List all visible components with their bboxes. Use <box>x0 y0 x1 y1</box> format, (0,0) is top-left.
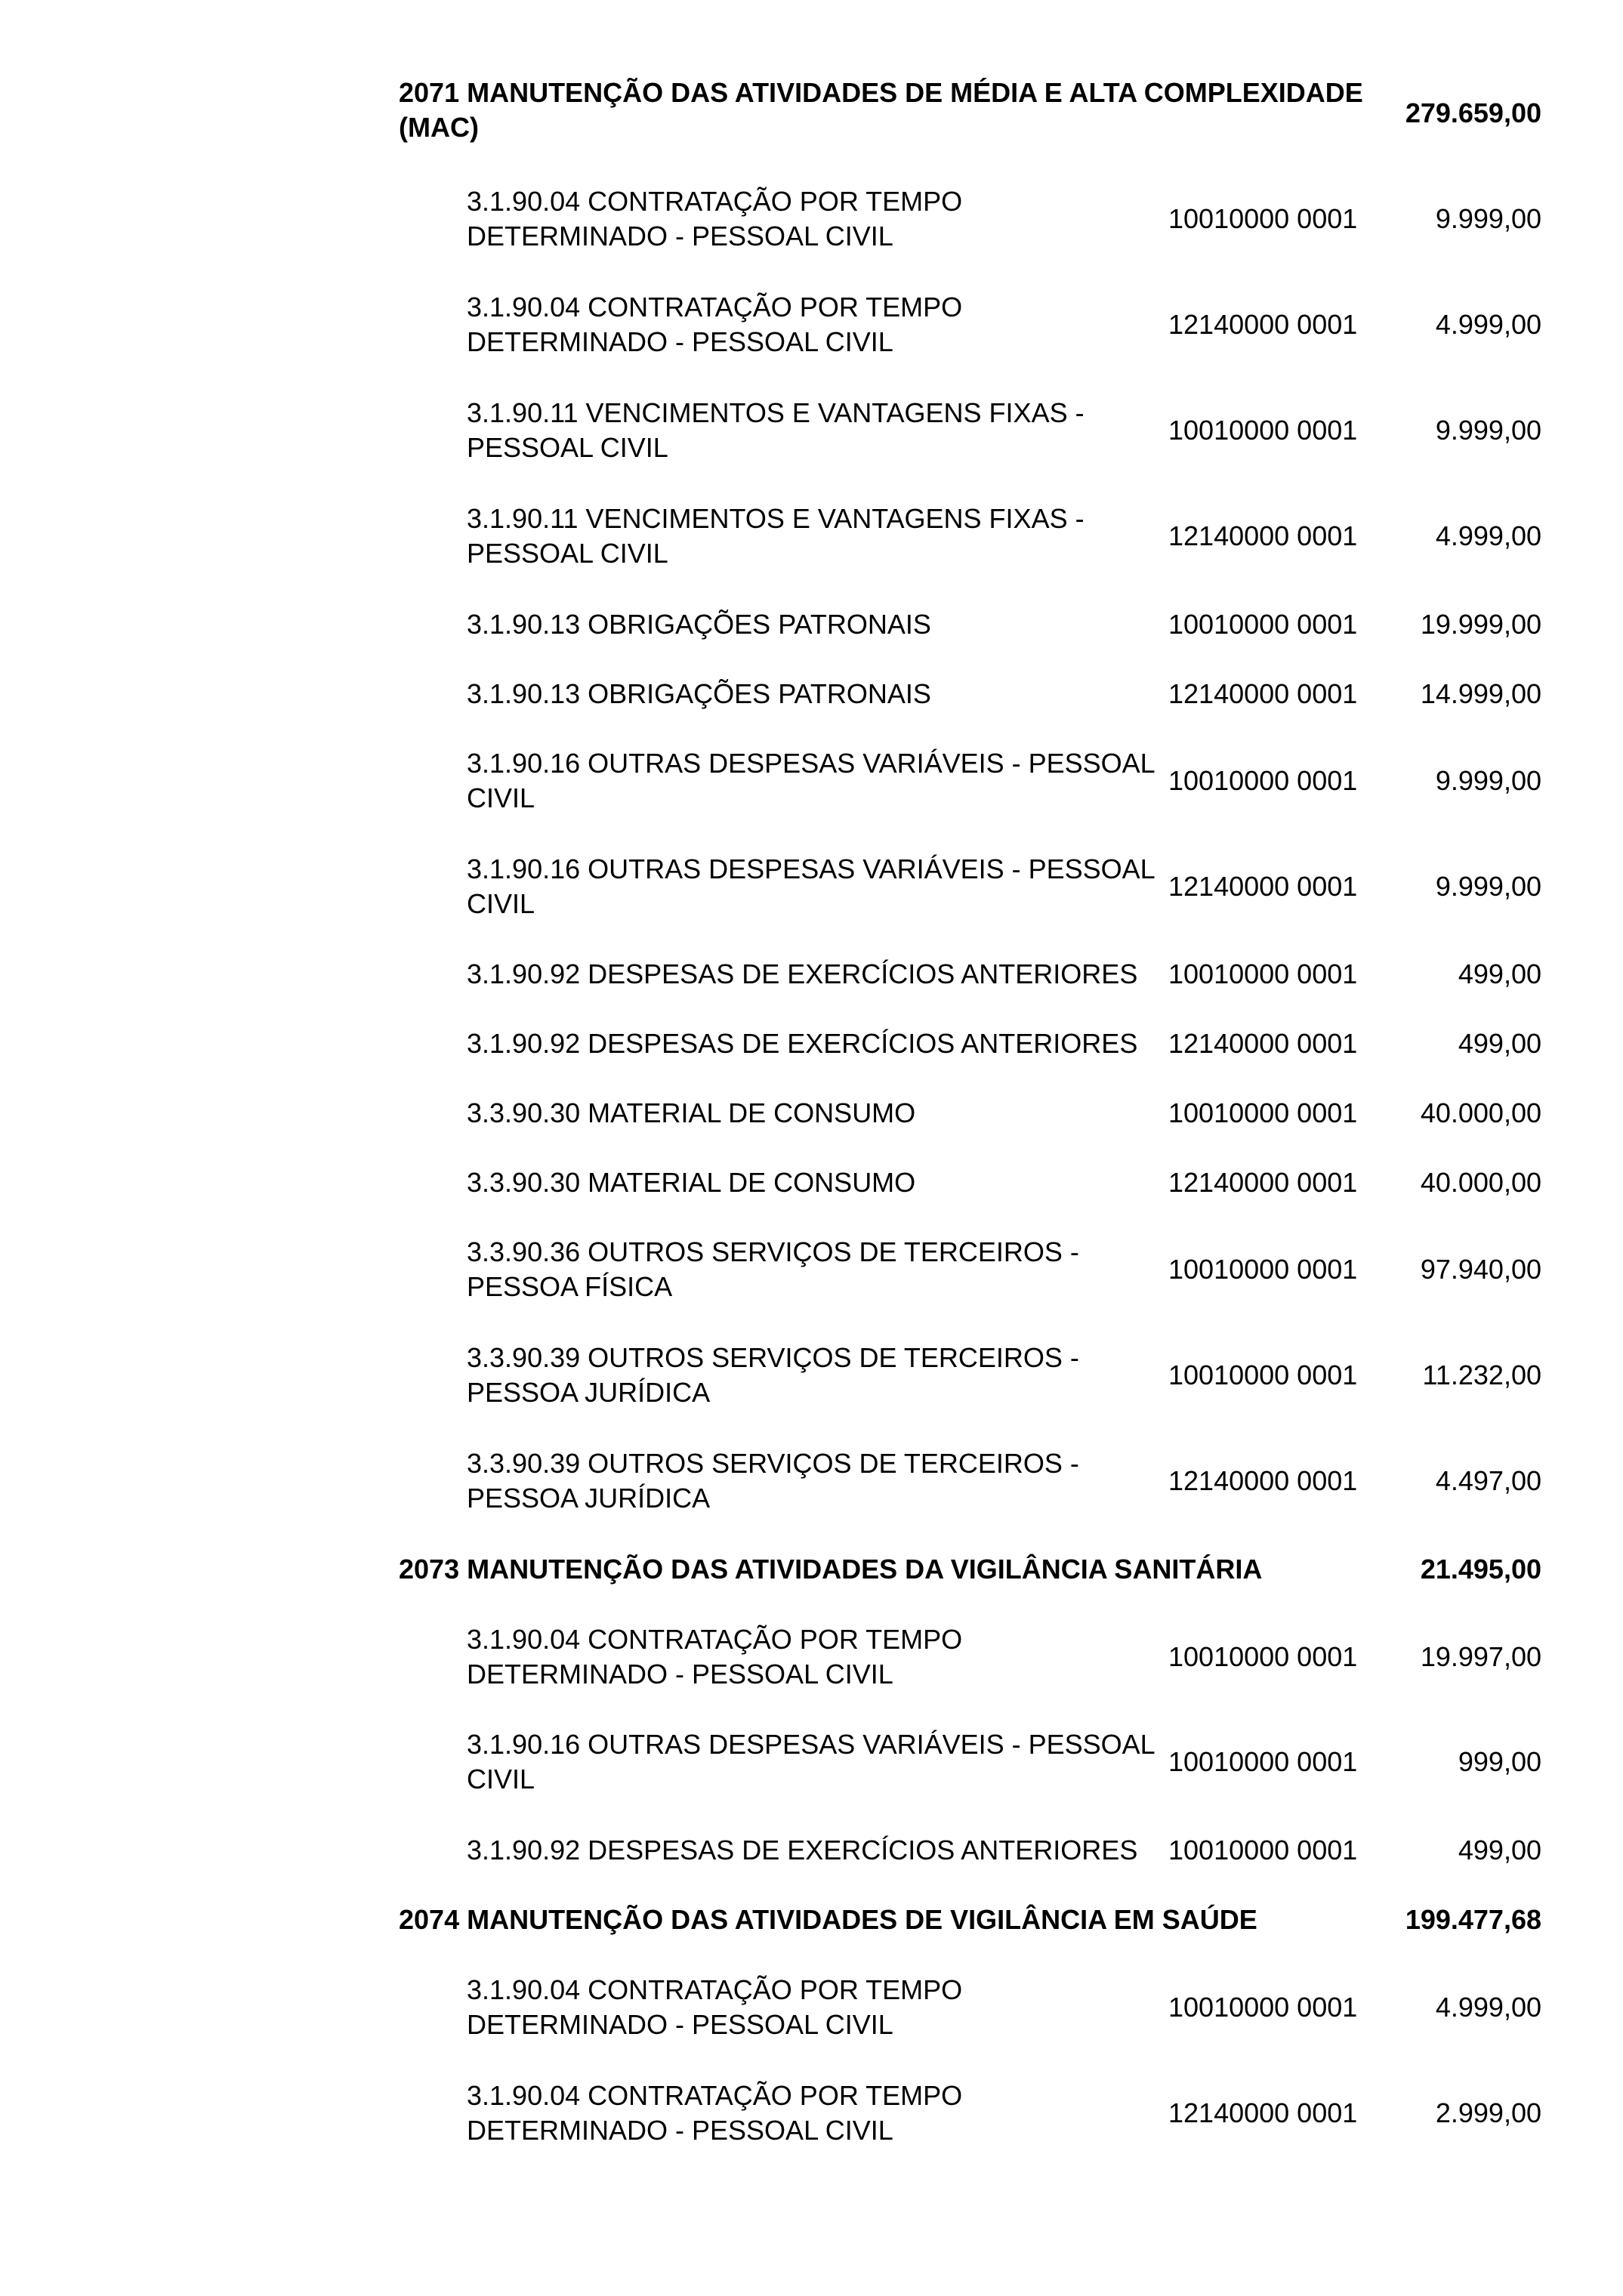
item-description: 3.1.90.16 OUTRAS DESPESAS VARIÁVEIS - PESSOAL CIVIL <box>467 853 1155 919</box>
item-description: 3.1.90.13 OBRIGAÇÕES PATRONAIS <box>467 609 931 640</box>
item-code: 12140000 0001 <box>1168 520 1358 551</box>
item-code: 12140000 0001 <box>1168 309 1358 340</box>
item-value: 97.940,00 <box>1420 1254 1541 1285</box>
item-description: 3.1.90.04 CONTRATAÇÃO POR TEMPO DETERMINADO - PESSOAL CIVIL <box>467 292 963 357</box>
item-value: 499,00 <box>1458 1028 1541 1059</box>
section-total: 279.659,00 <box>1405 97 1541 128</box>
item-description: 3.1.90.11 VENCIMENTOS E VANTAGENS FIXAS - PESSOAL CIVIL <box>467 397 1085 463</box>
item-value: 9.999,00 <box>1435 871 1541 902</box>
section-title: 2074 MANUTENÇÃO DAS ATIVIDADES DE VIGILÂNCIA EM SAÚDE <box>399 1904 1257 1935</box>
item-value: 40.000,00 <box>1420 1167 1541 1198</box>
section-title: 2073 MANUTENÇÃO DAS ATIVIDADES DA VIGILÂNCIA SANITÁRIA <box>399 1554 1263 1585</box>
item-code: 10010000 0001 <box>1168 1359 1358 1390</box>
item-value: 499,00 <box>1458 1835 1541 1866</box>
item-code: 10010000 0001 <box>1168 1746 1358 1777</box>
item-description: 3.1.90.04 CONTRATAÇÃO POR TEMPO DETERMINADO - PESSOAL CIVIL <box>467 1624 963 1690</box>
item-value: 2.999,00 <box>1435 2097 1541 2128</box>
item-description: 3.1.90.04 CONTRATAÇÃO POR TEMPO DETERMINADO - PESSOAL CIVIL <box>467 2080 963 2146</box>
item-description: 3.1.90.92 DESPESAS DE EXERCÍCIOS ANTERIORES <box>467 1028 1138 1059</box>
item-description: 3.3.90.30 MATERIAL DE CONSUMO <box>467 1167 916 1198</box>
item-code: 12140000 0001 <box>1168 1465 1358 1496</box>
item-description: 3.3.90.36 OUTROS SERVIÇOS DE TERCEIROS - PESSOA FÍSICA <box>467 1236 1079 1302</box>
item-description: 3.1.90.04 CONTRATAÇÃO POR TEMPO DETERMINADO - PESSOAL CIVIL <box>467 186 963 252</box>
item-code: 10010000 0001 <box>1168 415 1358 446</box>
item-value: 19.999,00 <box>1420 609 1541 640</box>
item-description: 3.1.90.92 DESPESAS DE EXERCÍCIOS ANTERIORES <box>467 958 1138 989</box>
item-description: 3.1.90.16 OUTRAS DESPESAS VARIÁVEIS - PESSOAL CIVIL <box>467 1729 1155 1795</box>
item-code: 10010000 0001 <box>1168 203 1358 234</box>
item-code: 10010000 0001 <box>1168 1097 1358 1128</box>
item-code: 12140000 0001 <box>1168 1028 1358 1059</box>
section-total: 199.477,68 <box>1405 1904 1541 1935</box>
item-code: 10010000 0001 <box>1168 609 1358 640</box>
item-code: 12140000 0001 <box>1168 678 1358 709</box>
item-code: 10010000 0001 <box>1168 1254 1358 1285</box>
item-value: 4.999,00 <box>1435 520 1541 551</box>
item-value: 9.999,00 <box>1435 765 1541 796</box>
item-code: 12140000 0001 <box>1168 871 1358 902</box>
item-code: 10010000 0001 <box>1168 1641 1358 1672</box>
item-description: 3.3.90.39 OUTROS SERVIÇOS DE TERCEIROS - PESSOA JURÍDICA <box>467 1342 1079 1408</box>
item-value: 40.000,00 <box>1420 1097 1541 1128</box>
item-code: 10010000 0001 <box>1168 958 1358 989</box>
item-value: 499,00 <box>1458 958 1541 989</box>
item-code: 10010000 0001 <box>1168 1992 1358 2023</box>
section-total: 21.495,00 <box>1420 1554 1541 1585</box>
item-description: 3.1.90.11 VENCIMENTOS E VANTAGENS FIXAS - PESSOAL CIVIL <box>467 503 1085 569</box>
item-description: 3.1.90.92 DESPESAS DE EXERCÍCIOS ANTERIORES <box>467 1835 1138 1866</box>
item-value: 14.999,00 <box>1420 678 1541 709</box>
item-code: 12140000 0001 <box>1168 2097 1358 2128</box>
item-value: 9.999,00 <box>1435 415 1541 446</box>
item-description: 3.1.90.13 OBRIGAÇÕES PATRONAIS <box>467 678 931 709</box>
item-description: 3.1.90.16 OUTRAS DESPESAS VARIÁVEIS - PESSOAL CIVIL <box>467 748 1155 813</box>
item-description: 3.3.90.39 OUTROS SERVIÇOS DE TERCEIROS - PESSOA JURÍDICA <box>467 1448 1079 1514</box>
item-code: 10010000 0001 <box>1168 1835 1358 1866</box>
item-code: 10010000 0001 <box>1168 765 1358 796</box>
item-code: 12140000 0001 <box>1168 1167 1358 1198</box>
item-value: 4.497,00 <box>1435 1465 1541 1496</box>
item-value: 9.999,00 <box>1435 203 1541 234</box>
item-description: 3.1.90.04 CONTRATAÇÃO POR TEMPO DETERMINADO - PESSOAL CIVIL <box>467 1974 963 2040</box>
section-title: 2071 MANUTENÇÃO DAS ATIVIDADES DE MÉDIA E ALTA COMPLEXIDADE (MAC) <box>399 77 1363 143</box>
item-value: 4.999,00 <box>1435 309 1541 340</box>
item-value: 999,00 <box>1458 1746 1541 1777</box>
item-value: 11.232,00 <box>1422 1359 1541 1390</box>
item-value: 19.997,00 <box>1420 1641 1541 1672</box>
item-description: 3.3.90.30 MATERIAL DE CONSUMO <box>467 1097 916 1128</box>
item-value: 4.999,00 <box>1435 1992 1541 2023</box>
